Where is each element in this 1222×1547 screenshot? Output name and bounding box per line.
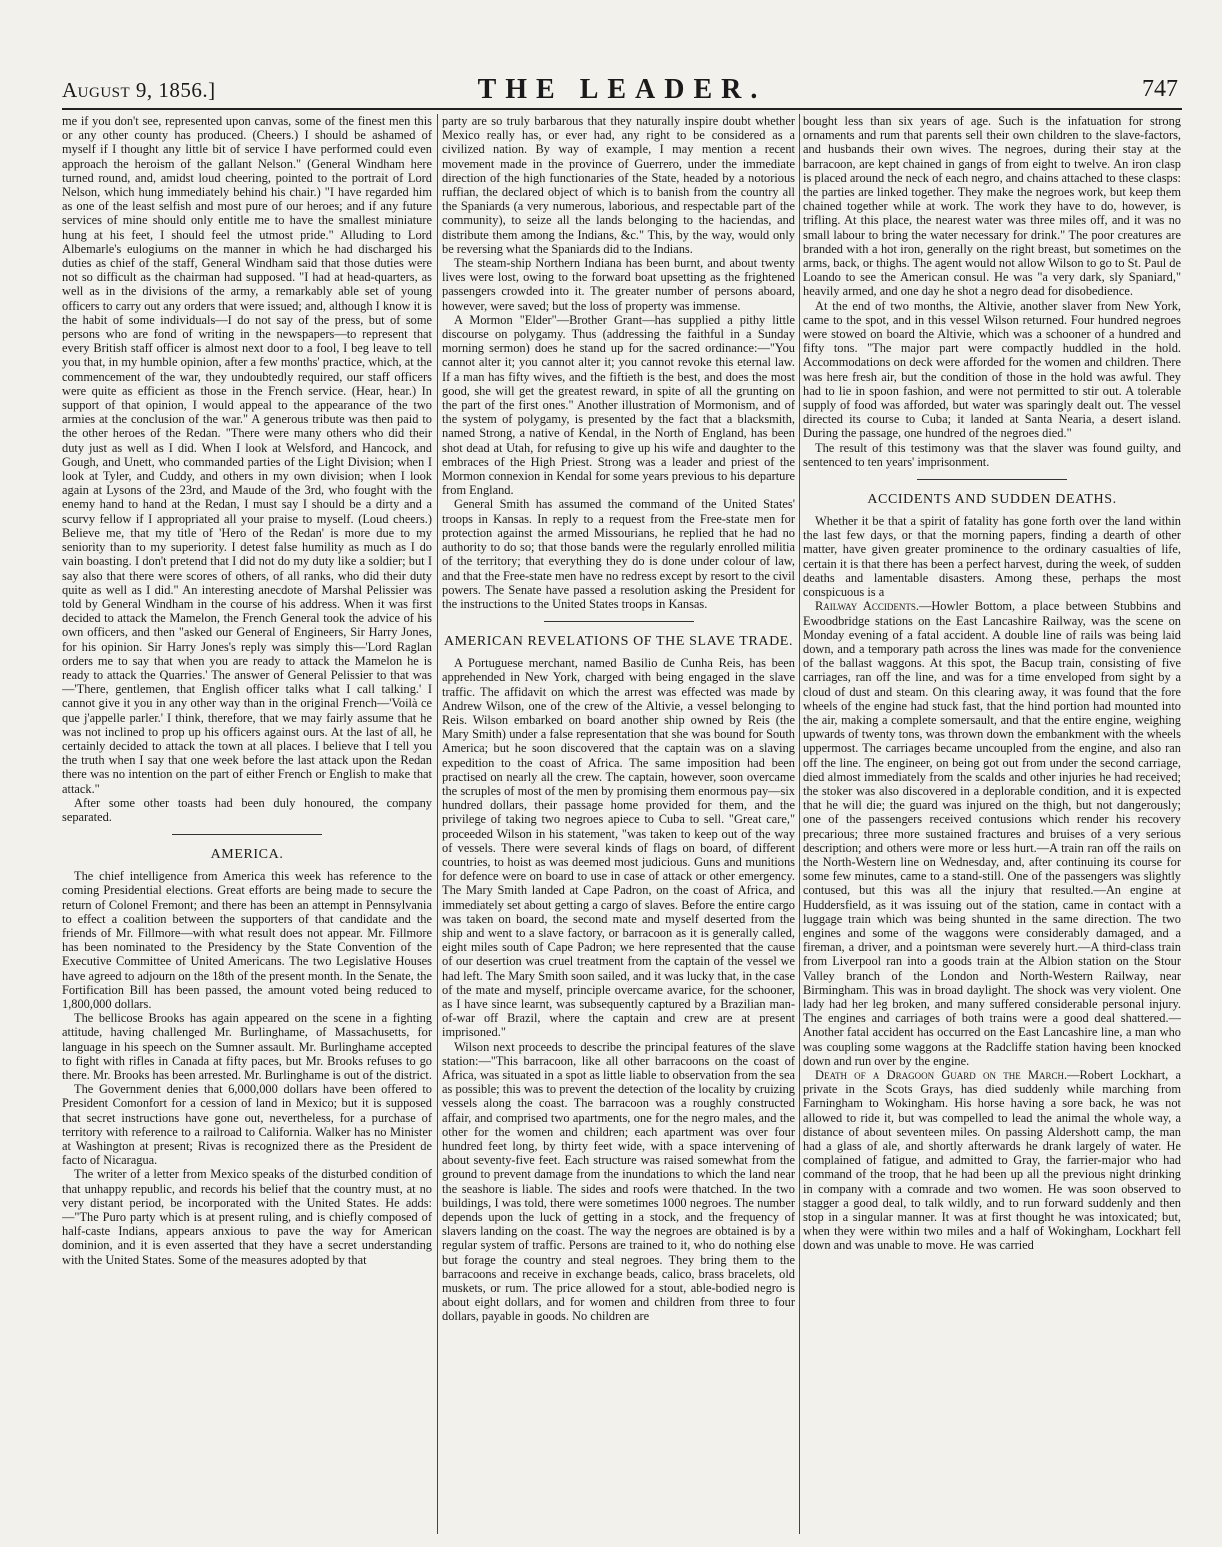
- column-1: [62, 114, 432, 1534]
- paragraph: The result of this testimony was that the slaver was found guilty, and sentenced to ten years' imprisonment.: [803, 440, 1181, 469]
- subhead-railway-accidents: Railway Accidents.: [815, 599, 919, 614]
- section-divider: [172, 834, 322, 835]
- page-number: 747: [1142, 76, 1178, 102]
- section-divider: [544, 621, 694, 622]
- paragraph: General Smith has assumed the command of the United States' troops in Kansas. In reply to a request from the Free-state men for protection against the armed Missourians, he replied that he had no authority to do so; that those bands were the regularly enrolled militia of the territory; that everything they do is done under colour of law, and that the Free-state men have no redress except by resort to the civil powers. The Senate have passed a resolution asking the President for the instructions to the United States troops in Kansas.: [442, 497, 795, 611]
- paragraph: A Mormon "Elder"—Brother Grant—has supplied a pithy little discourse on polygamy. Thus (addressing the faithful in a Sunday morning sermon) does he stand up for the sacred ordinance:—"You cannot alter it; you cannot alter it; you cannot revoke this eternal law. If a man has fifty wives, and the fiftieth is the best, and does the most good, she will get the greatest reward, in spite of all the grunting on the part of the first ones." Another illustration of Mormonism, and of the system of polygamy, is presented by the fact that a blacksmith, named Strong, a native of Kendal, in the North of England, has been shot dead at Utah, for refusing to give up his wife and daughter to the embraces of the High Priest. Strong was a leader and priest of the Mormon connexion in Kendal for some years previous to his departure from England.: [442, 312, 795, 498]
- paragraph: A Portuguese merchant, named Basilio de Cunha Reis, has been apprehended in New York, charged with being engaged in the slave traffic. The affidavit on which the arrest was effected was made by Andrew Wilson, one of the crew of the Altivie, a vessel belonging to Reis. Wilson embarked on board another ship owned by Reis (the Mary Smith) under a false representation that she was bound for South America; but he soon discovered that the captain was on a slaving expedition to the coast of Africa. The same imposition had been practised on nearly all the crew. The captain, however, soon overcame the scruples of most of the men by promising them enormous pay—six hundred dollars, their passage home provided for them, and the privilege of taking two negroes apiece to Cuba to sell. "Great care," proceeded Wilson in his statement, "was taken to keep out of the way of vessels. There were several kinds of flags on board, of different countries, to hoist as was deemed most judicious. Guns and munitions for defence were on board to use in case of attack or other emergency. The Mary Smith landed at Cape Padron, on the coast of Africa, and immediately set about getting a cargo of slaves. Before the entire cargo was taken on board, the second mate and myself deserted from the ship and went to a slave factory, or barracoon as it is generally called, eight miles south of Cape Padron; we here represented that the cause of our desertion was cruel treatment from the captain of the vessel we had left. The Mary Smith soon sailed, and it was lucky that, in the case of the mate and myself, principle overcame avarice, for the schooner, as I have since learnt, was subsequently captured by a Brazilian man-of-war off Brazil, where the captain and crew are at present imprisoned.": [442, 656, 795, 1040]
- section-heading-america: AMERICA.: [210, 847, 284, 863]
- paragraph: [803, 599, 1181, 1068]
- paragraph: [803, 1068, 1181, 1253]
- section-divider: [917, 479, 1067, 480]
- paragraph: party are so truly barbarous that they naturally inspire doubt whether Mexico really has, or ever had, any right to be considered as a civilized nation. By way of example, I may mention a recent movement made in the province of Guerrero, under the immediate direction of the high functionaries of the State, headed by a notorious ruffian, the declared object of which is to banish from the country all the Spaniards (a very numerous, laborious, and respectable part of the community), to seize all the lands belonging to the haciendas, and distribute them among the Indians, &c." This, by the way, would only be reversing what the Spaniards did to the Indians.: [442, 114, 795, 256]
- section-heading-accidents: ACCIDENTS AND SUDDEN DEATHS.: [867, 492, 1117, 508]
- paragraph-text: —Howler Bottom, a place between Stubbins and Ewoodbridge stations on the East Lancashire Railway, was the scene on Monday evening of a fatal accident. A double line of rails was being laid down, and a temporary path across the lines was made for the convenience of the ballast waggons. At this spot, the Bacup train, consisting of five carriages, ran off the line, and was for a time enveloped from sight by a cloud of dust and steam. On this clearing away, it was found that the fore wheels of the engine had stuck fast, that the hind portion had mounted into the air, making a complete somersault, and that the entire engine, weighing upwards of twenty tons, was thrown down the embankment with the wheels uppermost. The carriages became uncoupled from the engine, and also ran off the line. The engineer, on being got out from under the second carriage, died almost immediately from the scalds and other injuries he had received; the stoker was also discovered in a deplorable condition, and it is expected that he will die; the guard was injured on the thigh, but not dangerously; one of the passengers received contusions which render his recovery precarious; three more sustained fractures and bruises of a very serious description; and others were more or less hurt.—A train ran off the rails on the North-Western line on Wednesday, and, after continuing its course for some few minutes, came to a stand-still. One of the passengers was slightly contused, but this was all the injury that resulted.—An engine at Huddersfield, as it was issuing out of the station, came in contact with a luggage train which was being shunted in the same direction. The two engines and some of the waggons were considerably damaged, and a fireman, a driver, and a pointsman were severely hurt.—A third-class train from Liverpool ran into a goods train at the Albion station on the Stour Valley branch of the London and North-Western Railway, near Birmingham. This was in broad daylight. The shock was very violent. One lady had her leg broken, and many suffered considerable personal injury. The engines and carriages of both trains were a good deal shattered.—Another fatal accident has occurred on the East Lancashire line, a man who was coupling some waggons at the Radcliffe station having been knocked down and run over by the engine.: [803, 599, 1181, 1068]
- column-rule: [799, 114, 800, 1534]
- paragraph: Wilson next proceeds to describe the principal features of the slave station:—"This barracoon, like all other barracoons on the coast of Africa, was situated in a spot as little liable to observation from the sea as possible; this was to prevent the detection of the locality by cruizing vessels along the coast. The barracoon was a roughly constructed affair, and comprised two apartments, one for the negro males, and the other for the women and children; each apartment was over four hundred feet long, by thirty feet wide, with a space intervening of about seventy-five feet. Each structure was raised somewhat from the ground to prevent damage from the inundations to which the land near the seashore is liable. The sides and roofs were thatched. In the two buildings, I was told, there were sometimes 1000 negroes. The number depends upon the luck of getting in a stock, and the frequency of slavers landing on the coast. The way the negroes are obtained is by a regular system of traffic. Persons are trained to it, who do nothing else but forage the country and steal negroes. They bring them to the barracoons and receive in exchange beads, calico, brass bracelets, old muskets, or rum. The price allowed for a stout, able-bodied negro is about eight dollars, and for women and children from three to four dollars, payable in goods. No children are: [442, 1039, 795, 1324]
- paragraph: At the end of two months, the Altivie, another slaver from New York, came to the spot, and in this vessel Wilson returned. Four hundred negroes were stowed on board the Altivie, which was a schooner of a hundred and fifty tons. "The major part were compactly huddled in the hold. Accommodations on deck were afforded for the women and children. There was here fresh air, but the condition of those in the hold was awful. They had to lie in spoon fashion, and were not permitted to stir out. A tolerable supply of food was afforded, but water was sparingly dealt out. The vessel directed its course to Cuba; it landed at Santa Nearia, a desert island. During the passage, one hundred of the negroes died.": [803, 298, 1181, 441]
- column-3: [803, 114, 1181, 1534]
- paragraph: The writer of a letter from Mexico speaks of the disturbed condition of that unhappy republic, and records his belief that the country must, at no very distant period, be incorporated with the United States. He adds:—"The Puro party which is at present ruling, and is chiefly composed of half-caste Indians, appears anxious to pave the way for American dominion, and it is even asserted that they have a secret understanding with the United States. Some of the measures adopted by that: [62, 1167, 432, 1267]
- issue-date: August 9, 1856.]: [62, 78, 216, 102]
- paragraph: The Government denies that 6,000,000 dollars have been offered to President Comonfort for a cession of land in Mexico; but it is supposed that secret instructions have gone out, nevertheless, for a purchase of territory with reference to a railroad to California. Walker has no Minister at Washington at present; Rivas is recognized there as the President de facto of Nicaragua.: [62, 1082, 432, 1168]
- paragraph: me if you don't see, represented upon canvas, some of the finest men this or any other county has produced. (Cheers.) I should be ashamed of myself if I thought any little bit of service I have performed could even approach the heroism of the gallant Nelson." (General Windham here turned round, and, amidst loud cheering, pointed to the portrait of Lord Nelson, which hung immediately behind his chair.) "I have regarded him as one of the least selfish and most pure of our heroes; and if any future services of mine should only entitle me to have the smallest miniature hung at his feet, I should feel the utmost pride." Alluding to Lord Albemarle's eulogiums on the manner in which he had discharged his duties as chief of the staff, General Windham said that those duties were not so difficult as the chairman had supposed. "I had at head-quarters, as well as in the divisions of the army, a remarkably able set of young officers to carry out any orders that were issued; and, although I know it is the habit of some individuals—I do not say of the press, but of some persons who are fond of writing in the newspapers—to represent that every British staff officer is almost next door to a fool, I beg leave to tell you that, in my humble opinion, after a few months' practice, which, at the commencement of the war, they undoubtedly required, our staff officers were quite as efficient as those in the French service. (Hear, hear.) In support of that opinion, I would appeal to the appearance of the two armies at the conclusion of the war." A generous tribute was then paid to the other heroes of the Redan. "There were many others who did their duty just as well as I did. When I look at Welsford, and Hancock, and Gough, and Unett, who commanded parties of the Light Division; when I look at Tyler, and Cuddy, and others in my own division; when I look again at Lysons of the 23rd, and Maude of the 3rd, who fought with the enemy hand to hand at the Redan, I must say I should be a dirty and a scurvy fellow if I appropriated all your praise to myself. (Loud cheers.) Believe me, that my title of 'Hero of the Redan' is more due to my seniority than to my superiority. I detest false humility as much as I do vain boasting. I don't pretend that I did not do my duty like a soldier; but I say also that there were scores of others, of all ranks, who did their duty quite as well as I did." An interesting anecdote of Marshal Pelissier was told by General Windham in the course of his address. When it was first decided to attack the Mamelon, the French General took the advice of his own officers, and then "asked our General of Engineers, Sir Harry Jones, for his opinion. Sir Harry Jones's reply was simply this—'Lord Raglan orders me to say that when you are ready to attack the Mamelon he is ready to attack the Quarries.' The answer of General Pelissier to that was—'There, gentlemen, that English officer talks what I call talking.' I cannot give it you in any other way than in the original French—'Voilà ce que j'appelle parler.' I think, therefore, that we may fairly assume that he was not inclined to prop up his officers against ours. At the last of all, he certainly decided to attack the town at all places. I believe that I tell you the truth when I say that one week before the last attack upon the Redan there was no intention on the part of either French or English to make that attack.": [62, 114, 432, 796]
- subhead-dragoon-death: Death of a Dragoon Guard on the March.: [815, 1068, 1068, 1082]
- paragraph: The steam-ship Northern Indiana has been burnt, and about twenty lives were lost, owing to the forward boat upsetting as the frightened passengers crowded into it. The greater number of persons aboard, however, were saved; but the loss of property was immense.: [442, 256, 795, 313]
- paragraph: After some other toasts had been duly honoured, the company separated.: [62, 795, 432, 824]
- paragraph-text: —Robert Lockhart, a private in the Scots Grays, has died suddenly while marching from Farningham to Wokingham. His horse having a sore back, he was not allowed to ride it, but was compelled to lead the animal the whole way, a distance of about seventeen miles. On passing Aldershott camp, the man had a glass of ale, and shortly afterwards he drank largely of water. He complained of fatigue, and admitted to Gray, the farrier-major who had command of the troop, that he had been up all the previous night drinking in company with a comrade and two women. He was soon observed to stagger a good deal, to talk wildly, and to run forward suddenly and then stop in a singular manner. It was at first thought he was intoxicated; but, when they were within two miles and a half of Wokingham, Lockhart fell down and was unable to move. He was carried: [803, 1068, 1181, 1253]
- section-heading-slave-trade: AMERICAN REVELATIONS OF THE SLAVE TRADE.: [443, 634, 794, 650]
- paragraph: bought less than six years of age. Such is the infatuation for strong ornaments and rum that parents sell their own children to the slave-factors, and husbands their own wives. The negroes, during their stay at the barracoon, are kept chained in gangs of from eight to twelve. An iron clasp is placed around the neck of each negro, and chains attached to these clasps: the parties are linked together. They make the negroes work, but keep them chained together while at work. The work they have to do, however, is trifling. At this place, the nearest water was three miles off, and it was no small labour to bring the water necessary for drink." The poor creatures are branded with a hot iron, generally on the right breast, but sometimes on the arms, back, or thighs. The agent would not allow Wilson to go to St. Paul de Loando to see the American consul. He was "a very dark, sly Spaniard," heavily armed, and one day he shot a negro dead for disobedience.: [803, 114, 1181, 299]
- newspaper-title: THE LEADER.: [477, 74, 767, 105]
- paragraph: The bellicose Brooks has again appeared on the scene in a fighting attitude, having challenged Mr. Burlinghame, of Massachusetts, for language in his speech on the Sumner assault. Mr. Burlinghame accepted to fight with rifles in Canada at fifty paces, but Mr. Brooks refuses to go there. Mr. Brooks has been arrested. Mr. Burlinghame is out of the district.: [62, 1011, 432, 1082]
- paragraph: The chief intelligence from America this week has reference to the coming Presidential elections. Great efforts are being made to secure the return of Colonel Fremont; and there has been an attempt in Pennsylvania to effect a coalition between the supporters of that candidate and the friends of Mr. Fillmore—with what result does not appear. Mr. Fillmore has been nominated to the Presidency by the State Convention of the Executive Committee of United Americans. The two Legislative Houses have agreed to adjourn on the 18th of the present month. In the Senate, the Fortification Bill has been passed, the amount voted being reduced to 1,800,000 dollars.: [62, 869, 432, 1011]
- masthead: [62, 72, 1182, 110]
- paragraph: Whether it be that a spirit of fatality has gone forth over the land within the last few days, or that the morning papers, finding a dearth of other matter, have given greater prominence to the ordinary casualties of life, certain it is that there has been a perfect harvest, during the week, of sudden deaths and lamentable disasters. Among these, perhaps the most conspicuous is a: [803, 514, 1181, 600]
- column-2: [442, 114, 795, 1534]
- column-rule: [437, 114, 438, 1534]
